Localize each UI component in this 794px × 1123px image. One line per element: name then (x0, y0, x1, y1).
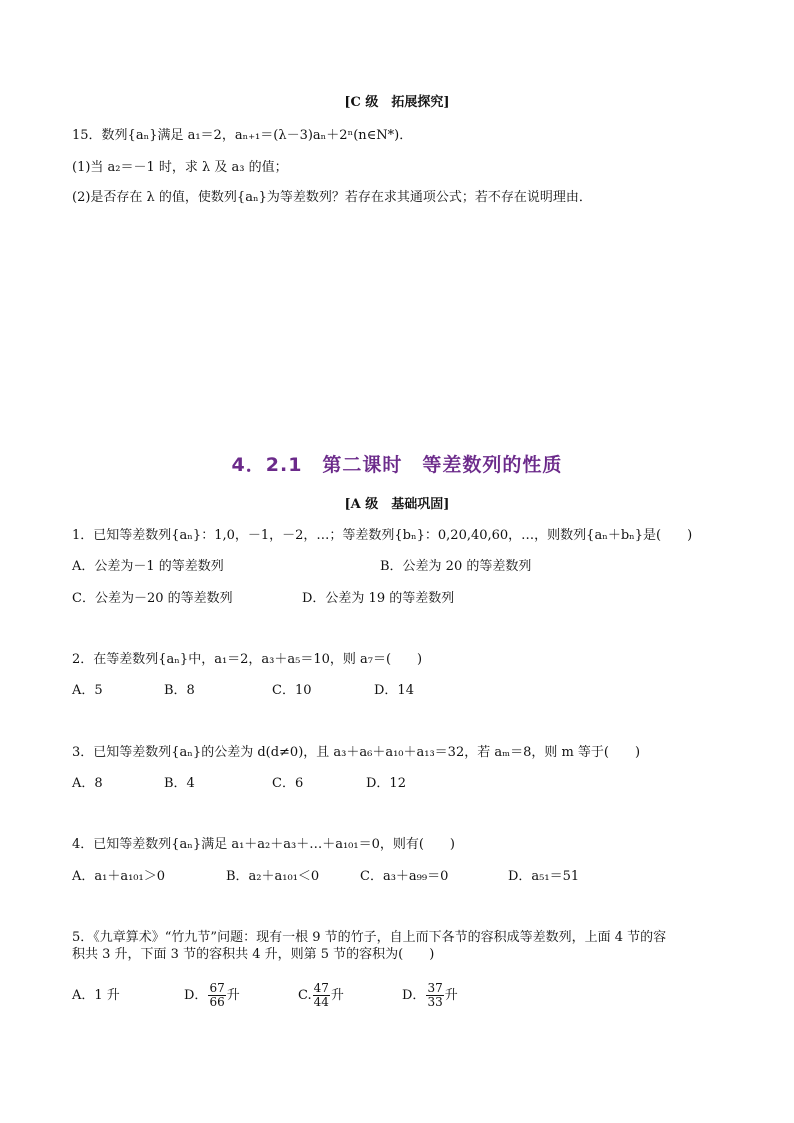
q2-option-a: A．5 (72, 683, 103, 698)
q5-option-a: A．1 升 (72, 988, 120, 1003)
q15-part1: (1)当 a₂＝－1 时，求 λ 及 a₃ 的值； (72, 160, 288, 175)
q3-stem: 3．已知等差数列{aₙ}的公差为 d(d≠0)，且 a₃＋a₆＋a₁₀＋a₁₃＝32，若 aₘ＝8，则 m 等于( ) (72, 745, 641, 760)
q5-option-c-unit: 升 (330, 988, 344, 1003)
q5-option-c-label: C. (298, 988, 312, 1003)
q15-stem: 15．数列{aₙ}满足 a₁＝2，aₙ₊₁＝(λ－3)aₙ＋2ⁿ(n∈N*)． (72, 128, 413, 143)
q5-option-d-label: D． (402, 988, 426, 1003)
q5-stem-line1: 5．《九章算术》“竹九节”问题：现有一根 9 节的竹子，自上而下各节的容积成等差数列，上面 4 节的容 (72, 930, 667, 945)
q1-option-b: B．公差为 20 的等差数列 (380, 559, 532, 574)
q5-option-b-label: D． (184, 988, 208, 1003)
section-level-a: [A 级 基础巩固] (344, 497, 450, 512)
q2-stem: 2．在等差数列{aₙ}中，a₁＝2，a₃＋a₅＝10，则 a₇＝( ) (72, 652, 423, 667)
q5-option-c-fraction (313, 982, 330, 1009)
q5-option-d-unit: 升 (444, 988, 458, 1003)
q5-option-b-fraction (208, 982, 225, 1009)
q2-option-c: C．10 (272, 683, 312, 698)
q2-option-b: B．8 (164, 683, 195, 698)
q4-option-c: C．a₃＋a₉₉＝0 (360, 869, 449, 884)
q1-option-d: D．公差为 19 的等差数列 (302, 591, 455, 606)
q5-option-b (184, 978, 240, 1014)
q5-option-c-denominator: 44 (313, 995, 329, 1009)
q1-stem: 1．已知等差数列{aₙ}：1,0，－1，－2，…；等差数列{bₙ}：0,20,40,60，…，则数列{aₙ＋bₙ}是( ) (72, 528, 693, 543)
q4-option-a: A．a₁＋a₁₀₁＞0 (72, 869, 166, 884)
q15-part2: (2)是否存在 λ 的值，使数列{aₙ}为等差数列？若存在求其通项公式；若不存在说明理由． (72, 190, 592, 205)
q1-option-a: A．公差为－1 的等差数列 (72, 559, 224, 574)
q5-option-c-numerator: 47 (313, 981, 329, 995)
q3-option-a: A．8 (72, 776, 103, 791)
lesson-title: 4．2.1 第二课时 等差数列的性质 (231, 454, 563, 476)
q5-option-b-numerator: 67 (209, 981, 225, 995)
section-level-c: [C 级 拓展探究] (344, 95, 450, 110)
q3-option-d: D．12 (366, 776, 406, 791)
q3-option-c: C．6 (272, 776, 304, 791)
q5-option-d (402, 978, 458, 1014)
q5-option-b-denominator: 66 (209, 995, 225, 1009)
q5-option-d-fraction (426, 982, 443, 1009)
q3-option-b: B．4 (164, 776, 195, 791)
q2-option-d: D．14 (374, 683, 414, 698)
q5-option-c (298, 978, 344, 1014)
q4-option-d: D．a₅₁＝51 (508, 869, 580, 884)
q1-option-c: C．公差为－20 的等差数列 (72, 591, 233, 606)
q5-option-d-denominator: 33 (427, 995, 443, 1009)
q4-stem: 4．已知等差数列{aₙ}满足 a₁＋a₂＋a₃＋…＋a₁₀₁＝0，则有( ) (72, 837, 456, 852)
q5-stem-line2: 积共 3 升，下面 3 节的容积共 4 升，则第 5 节的容积为( ) (72, 947, 435, 962)
q5-option-d-numerator: 37 (427, 981, 443, 995)
q5-option-b-unit: 升 (226, 988, 240, 1003)
q4-option-b: B．a₂＋a₁₀₁＜0 (226, 869, 320, 884)
